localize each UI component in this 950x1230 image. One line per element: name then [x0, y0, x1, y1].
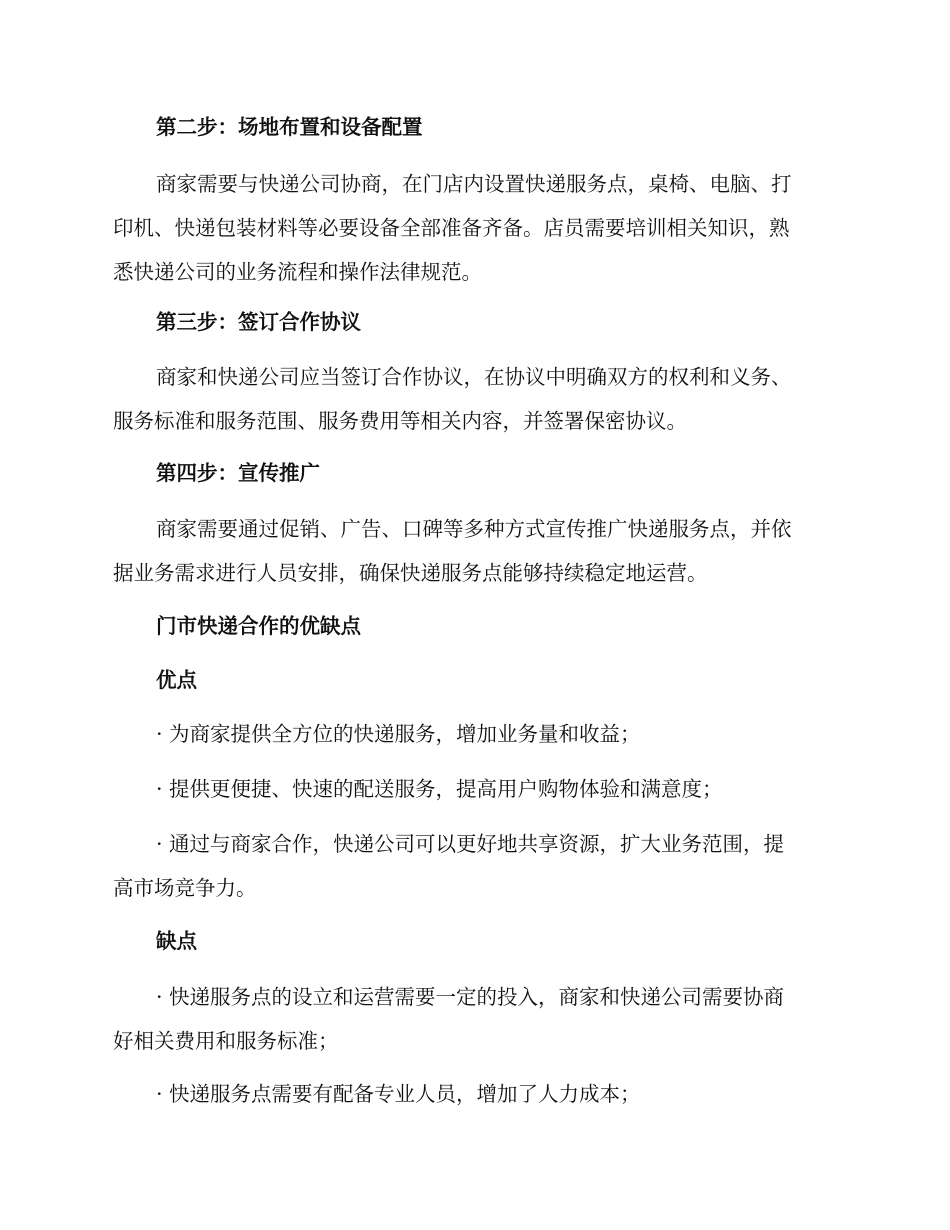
- step4-heading: 第四步：宣传推广: [156, 461, 320, 485]
- cons-item-2-line-1: · 快递服务点需要有配备专业人员，增加了人力成本；: [156, 1082, 641, 1106]
- pros-item-3-line-2: 高市场竞争力。: [113, 876, 257, 900]
- step2-line-2: 印机、快递包装材料等必要设备全部准备齐备。店员需要培训相关知识，熟: [113, 216, 790, 240]
- cons-item-1-line-1: · 快递服务点的设立和运营需要一定的投入，商家和快递公司需要协商: [156, 985, 785, 1009]
- pros-item-1-line-1: · 为商家提供全方位的快递服务，增加业务量和收益；: [156, 722, 641, 746]
- pros-item-2-line-1: · 提供更便捷、快速的配送服务，提高用户购物体验和满意度；: [156, 777, 723, 801]
- step3-paragraph: [113, 355, 830, 443]
- cons-item-2: [113, 1072, 830, 1116]
- step4-line-1: 商家需要通过促销、广告、口碑等多种方式宣传推广快递服务点，并依: [156, 517, 792, 541]
- step3-heading: 第三步：签订合作协议: [156, 310, 361, 334]
- pros-cons-title: 门市快递合作的优缺点: [156, 614, 361, 638]
- step3-line-2: 服务标准和服务范围、服务费用等相关内容，并签署保密协议。: [113, 409, 687, 433]
- pros-item-1: [113, 712, 830, 756]
- pros-item-3: [113, 822, 830, 910]
- pros-item-2: [113, 767, 830, 811]
- cons-item-1-line-2: 好相关费用和服务标准；: [113, 1029, 339, 1053]
- cons-item-1: [113, 975, 830, 1063]
- step2-line-3: 悉快递公司的业务流程和操作法律规范。: [113, 260, 482, 284]
- step4-paragraph: [113, 507, 830, 595]
- pros-heading: 优点: [156, 668, 197, 692]
- step2-heading: 第二步：场地布置和设备配置: [156, 115, 423, 139]
- pros-item-3-line-1: · 通过与商家合作，快递公司可以更好地共享资源，扩大业务范围，提: [156, 832, 785, 856]
- step3-line-1: 商家和快递公司应当签订合作协议，在协议中明确双方的权利和义务、: [156, 365, 792, 389]
- step2-paragraph: [113, 162, 830, 294]
- step2-line-1: 商家需要与快递公司协商，在门店内设置快递服务点，桌椅、电脑、打: [156, 172, 792, 196]
- step4-line-2: 据业务需求进行人员安排，确保快递服务点能够持续稳定地运营。: [113, 561, 708, 585]
- cons-heading: 缺点: [156, 929, 197, 953]
